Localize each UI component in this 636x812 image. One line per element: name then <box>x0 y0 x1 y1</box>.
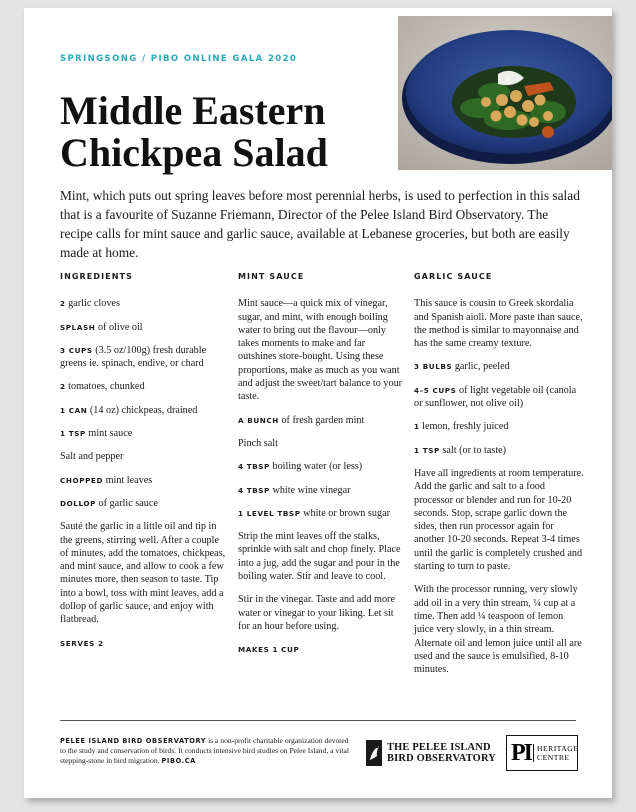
ingredient-text: mint leaves <box>103 474 153 486</box>
ingredient-quantity: DOLLOP <box>60 498 96 508</box>
footer-blurb <box>60 736 350 767</box>
mint-ingredient-item <box>238 484 406 497</box>
ingredient-quantity: 3 BULBS <box>414 362 453 372</box>
ingredient-text: salt (or to taste) <box>439 444 507 456</box>
ingredient-text: garlic cloves <box>65 298 120 310</box>
mint-sauce-method-1: Strip the mint leaves off the stalks, sprinkle with salt and chop finely. Place into a jug, add the sugar and pour in the boiling water. Stir and leave to cool. <box>238 531 401 583</box>
ingredient-quantity: 4 TBSP <box>238 462 270 472</box>
ingredient-text: white wine vinegar <box>269 484 351 496</box>
mint-ingredient-item <box>238 460 406 473</box>
footer-org-name: PELEE ISLAND BIRD OBSERVATORY <box>60 737 207 745</box>
garlic-sauce-method-1: Have all ingredients at room temperature. Add the garlic and salt to a food processor or blender and run for 10-20 seconds. Stop, scrape garlic down the sides, then run processor again for another 10-20 seconds. Repeat 3-4 times until the garlic is completely crushed and starting to turn to paste. <box>414 467 584 573</box>
ingredient-quantity: A BUNCH <box>238 415 279 425</box>
garlic-ingredient-item <box>414 360 584 373</box>
recipe-title <box>60 90 400 174</box>
mint-sauce-column <box>238 270 406 657</box>
footer-text: is a non-profit charitable organization devoted to the study and conservation of birds. It conducts intensive bird studies on Pelee Island, a vital stepping-stone in bird migration. <box>60 736 349 766</box>
title-line-2: Chickpea Salad <box>60 130 328 175</box>
ingredient-quantity: 1 TSP <box>414 445 440 455</box>
ingredient-text: (3.5 oz/100g) fresh durable greens ie. spinach, endive, or chard <box>60 344 207 370</box>
ingredient-item <box>60 344 228 371</box>
ingredient-item <box>60 474 228 487</box>
ingredient-text: mint sauce <box>85 428 133 440</box>
garlic-sauce-column <box>414 270 584 686</box>
ingredient-quantity: 1 TSP <box>60 429 86 439</box>
garlic-sauce-method-2: With the processor running, very slowly add oil in a very thin stream, ¼ cup at a time. Then add ¼ teaspoon of lemon juice very slowly, in a thin stream. Alternate oil and lemon juice until all are used and the sauce is emulsified, 8-10 minutes. <box>414 584 582 676</box>
ingredient-quantity: 3 CUPS <box>60 345 93 355</box>
ingredients-heading: INGREDIENTS <box>60 272 133 281</box>
ingredient-text: Salt and pepper <box>60 451 124 463</box>
bird-logo-icon <box>366 740 382 766</box>
recipe-intro: Mint, which puts out spring leaves before most perennial herbs, is used to perfection in this salad that is a favourite of Suzanne Friemann, Director of the Pelee Island Bird Observatory. The recipe calls for mint sauce and garlic sauce, available at Lebanese groceries, but both are easily made at home. <box>60 188 580 260</box>
ingredient-text: of garlic sauce <box>95 497 158 509</box>
ingredient-quantity: SPLASH <box>60 322 96 332</box>
ingredient-text: tomatoes, chunked <box>65 381 145 393</box>
ingredient-text: garlic, peeled <box>452 361 510 373</box>
ingredient-item <box>60 497 228 510</box>
ingredient-text: of light vegetable oil (canola or sunflower, not olive oil) <box>414 384 577 410</box>
ingredient-text: (14 oz) chickpeas, drained <box>87 404 198 416</box>
mint-sauce-method-2: Stir in the vinegar. Taste and add more water or vinegar to your liking. Let sit for an hour before using. <box>238 594 395 632</box>
ingredient-quantity: CHOPPED <box>60 475 104 485</box>
ingredient-text: white or brown sugar <box>300 507 390 519</box>
ingredient-text: of fresh garden mint <box>278 414 365 426</box>
ingredient-text: of olive oil <box>95 321 143 333</box>
pibo-logo-line-2: BIRD OBSERVATORY <box>387 753 497 764</box>
ingredient-quantity: 4 TBSP <box>238 485 270 495</box>
recipe-page <box>24 8 612 798</box>
ingredient-text: Pinch salt <box>238 437 278 449</box>
ingredient-text: boiling water (or less) <box>269 461 363 473</box>
ingredient-item <box>60 450 228 463</box>
heritage-logo-mark: PI <box>511 740 531 766</box>
garlic-ingredient-item <box>414 444 584 457</box>
garlic-ingredient-item <box>414 384 584 411</box>
salad-bowl-illustration <box>398 16 612 170</box>
garlic-sauce-heading: GARLIC SAUCE <box>414 272 493 281</box>
ingredient-quantity: 1 CAN <box>60 405 88 415</box>
mint-ingredient-item <box>238 437 406 450</box>
mint-ingredient-item <box>238 414 406 427</box>
garlic-ingredient-item <box>414 420 584 433</box>
makes-note: MAKES 1 CUP <box>238 645 300 655</box>
ingredient-quantity: 1 LEVEL TBSP <box>238 508 301 518</box>
mint-ingredient-item <box>238 507 406 520</box>
ingredient-quantity: 2 <box>60 299 66 309</box>
ingredient-item <box>60 321 228 334</box>
ingredients-column <box>60 270 228 650</box>
mint-sauce-intro: Mint sauce—a quick mix of vinegar, sugar, and mint, with enough boiling water to bring out the flavour—only takes moments to make and far outshines store-bought. Using these proportions, make as much as you want and adjust the sweet/tart balance to your taste. <box>238 298 403 403</box>
pibo-logo <box>366 738 498 768</box>
pibo-logo-line-1: THE PELEE ISLAND <box>387 742 491 753</box>
footer-divider <box>60 720 576 721</box>
salad-bowl-photo <box>398 16 612 170</box>
ingredient-quantity: 2 <box>60 382 66 392</box>
ingredient-text: lemon, freshly juiced <box>419 421 509 433</box>
title-line-1: Middle Eastern <box>60 88 326 133</box>
ingredient-quantity: 4–5 CUPS <box>414 385 457 395</box>
ingredient-item <box>60 404 228 417</box>
ingredient-item <box>60 427 228 440</box>
ingredient-item <box>60 297 228 310</box>
ingredient-quantity: 1 <box>414 422 420 432</box>
heritage-centre-logo <box>506 735 578 771</box>
salad-method: Sauté the garlic in a little oil and tip in the greens, stirring well. After a couple of minutes, add the tomatoes, chickpeas, and mint sauce, and allow to cook a few minutes more, then season to taste. Tip into a bowl, toss with mint leaves, add a dollop of garlic sauce, and enjoy with flatbread. <box>60 521 226 626</box>
garlic-sauce-intro: This sauce is cousin to Greek skordalia and Spanish aioli. More paste than sauce, the method is similar to mayonnaise and has the same creamy texture. <box>414 298 583 350</box>
heritage-logo-line-2: CENTRE <box>537 753 570 762</box>
footer-website: PIBO.CA <box>161 757 196 766</box>
mint-sauce-heading: MINT SAUCE <box>238 272 305 281</box>
heritage-logo-line-1: HERITAGE <box>537 744 579 753</box>
ingredient-item <box>60 380 228 393</box>
event-kicker: SPRINGSONG / PIBO ONLINE GALA 2020 <box>60 54 298 64</box>
serves-note: SERVES 2 <box>60 638 104 648</box>
